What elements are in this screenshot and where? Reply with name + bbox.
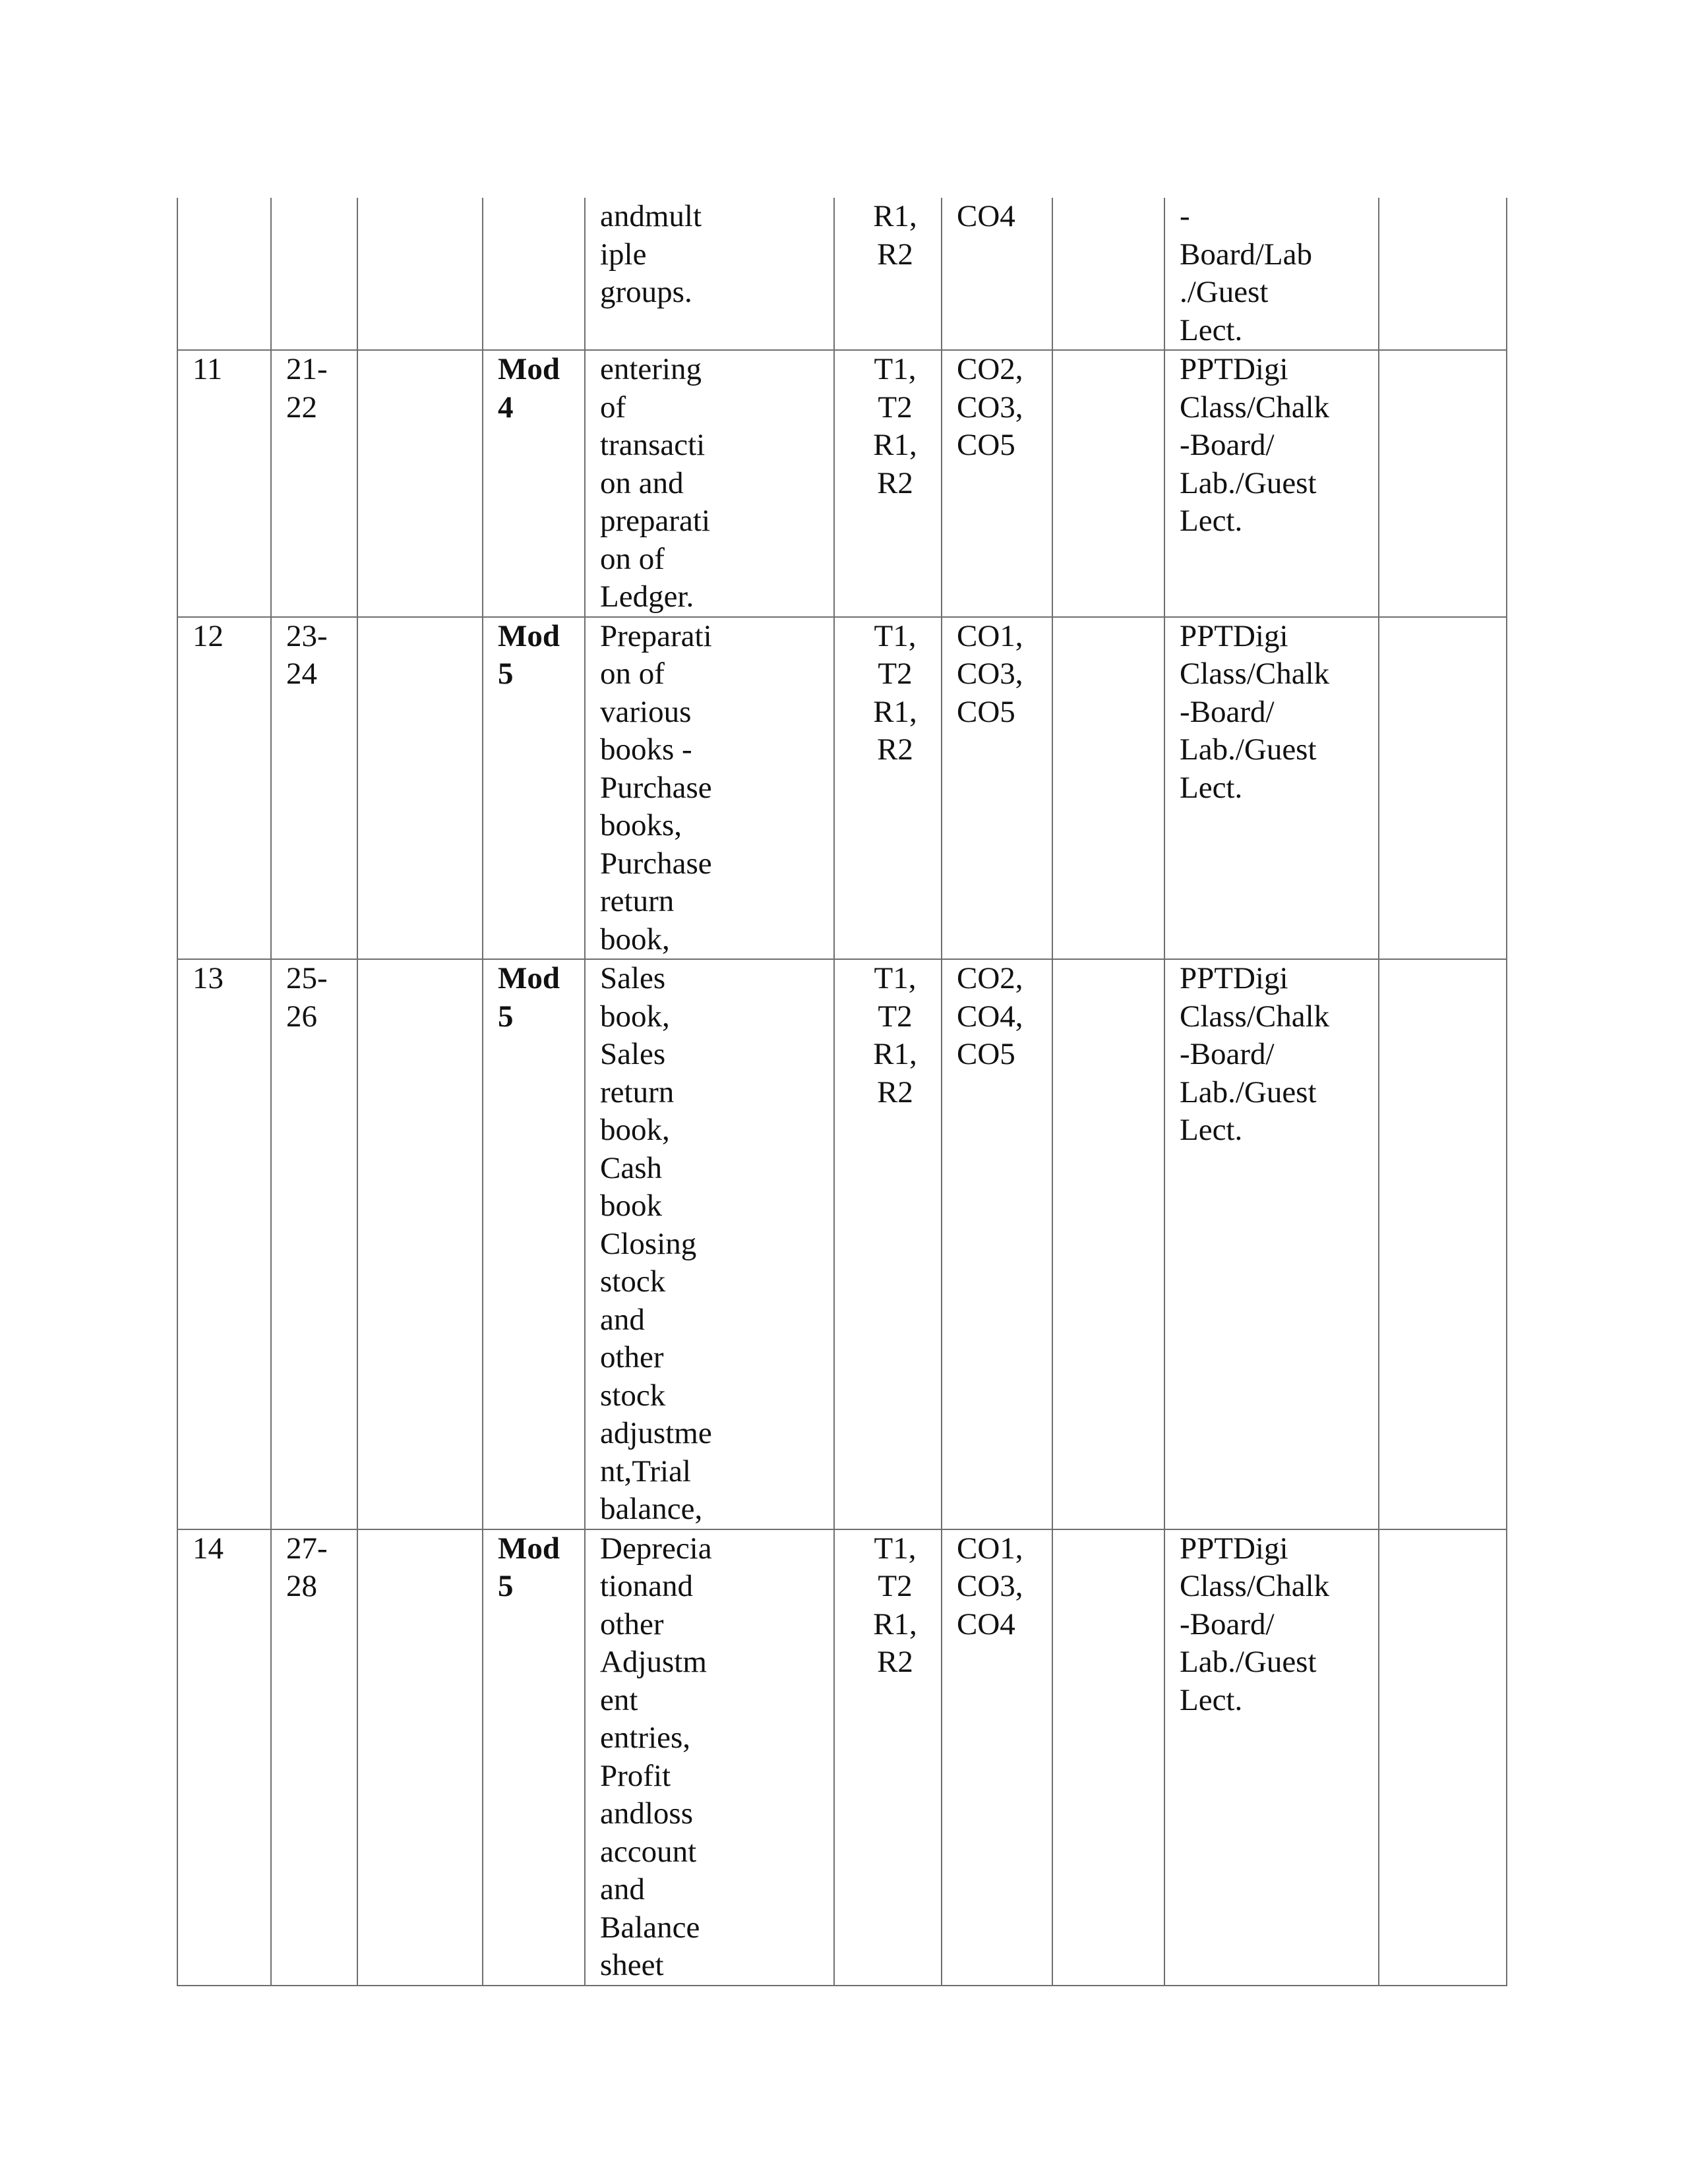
course-outcome-cell: CO1, CO3, CO4 bbox=[942, 1529, 1052, 1986]
teaching-method-cell: PPTDigi Class/Chalk -Board/ Lab./Guest Lect. bbox=[1164, 350, 1379, 617]
table-row bbox=[177, 198, 1507, 350]
extra-cell bbox=[1052, 959, 1164, 1529]
topic-text: entering of transacti on and preparati on of Ledger. bbox=[600, 352, 711, 614]
serial-cell: 12 bbox=[177, 617, 271, 960]
course-outcome-cell: CO1, CO3, CO5 bbox=[942, 617, 1052, 960]
topic-text: Sales book, Sales return book, Cash book Closing stock and other stock adjustme nt,Trial balance, bbox=[600, 961, 712, 1526]
topic-text: Preparati on of various books - Purchase books, Purchase return book, bbox=[600, 618, 712, 957]
module-cell: Mod 5 bbox=[483, 617, 585, 960]
lecture-cell bbox=[271, 198, 357, 350]
references-cell: T1, T2 R1, R2 bbox=[834, 617, 942, 960]
date-cell bbox=[357, 959, 483, 1529]
teaching-method-cell: PPTDigi Class/Chalk -Board/ Lab./Guest Lect. bbox=[1164, 617, 1379, 960]
references-cell: T1, T2 R1, R2 bbox=[834, 1529, 942, 1986]
serial-cell: 13 bbox=[177, 959, 271, 1529]
remarks-cell bbox=[1379, 198, 1507, 350]
table-row bbox=[177, 617, 1507, 960]
date-cell bbox=[357, 617, 483, 960]
course-outcome-cell: CO2, CO3, CO5 bbox=[942, 350, 1052, 617]
topic-cell bbox=[585, 617, 834, 960]
lecture-cell: 25- 26 bbox=[271, 959, 357, 1529]
module-cell: Mod 5 bbox=[483, 1529, 585, 1986]
topic-cell bbox=[585, 959, 834, 1529]
topic-cell bbox=[585, 1529, 834, 1986]
lecture-cell: 21- 22 bbox=[271, 350, 357, 617]
extra-cell bbox=[1052, 617, 1164, 960]
serial-cell bbox=[177, 198, 271, 350]
course-outcome-cell: CO4 bbox=[942, 198, 1052, 350]
module-cell bbox=[483, 198, 585, 350]
date-cell bbox=[357, 350, 483, 617]
topic-cell bbox=[585, 198, 834, 350]
topic-cell bbox=[585, 350, 834, 617]
topic-text: Deprecia tionand other Adjustm ent entries, Profit andloss account and Balance sheet bbox=[600, 1531, 712, 1982]
lesson-plan-table bbox=[177, 198, 1507, 1986]
teaching-method-cell: PPTDigi Class/Chalk -Board/ Lab./Guest Lect. bbox=[1164, 1529, 1379, 1986]
date-cell bbox=[357, 198, 483, 350]
lecture-cell: 27- 28 bbox=[271, 1529, 357, 1986]
table-row bbox=[177, 1529, 1507, 1986]
lecture-cell: 23- 24 bbox=[271, 617, 357, 960]
date-cell bbox=[357, 1529, 483, 1986]
teaching-method-cell: - Board/Lab ./Guest Lect. bbox=[1164, 198, 1379, 350]
remarks-cell bbox=[1379, 1529, 1507, 1986]
references-cell: T1, T2 R1, R2 bbox=[834, 350, 942, 617]
module-cell: Mod 5 bbox=[483, 959, 585, 1529]
course-outcome-cell: CO2, CO4, CO5 bbox=[942, 959, 1052, 1529]
serial-cell: 11 bbox=[177, 350, 271, 617]
remarks-cell bbox=[1379, 959, 1507, 1529]
serial-cell: 14 bbox=[177, 1529, 271, 1986]
table-row bbox=[177, 350, 1507, 617]
module-cell: Mod 4 bbox=[483, 350, 585, 617]
extra-cell bbox=[1052, 1529, 1164, 1986]
remarks-cell bbox=[1379, 617, 1507, 960]
topic-text: andmult iple groups. bbox=[600, 199, 702, 309]
references-cell: R1, R2 bbox=[834, 198, 942, 350]
remarks-cell bbox=[1379, 350, 1507, 617]
extra-cell bbox=[1052, 350, 1164, 617]
references-cell: T1, T2 R1, R2 bbox=[834, 959, 942, 1529]
teaching-method-cell: PPTDigi Class/Chalk -Board/ Lab./Guest Lect. bbox=[1164, 959, 1379, 1529]
extra-cell bbox=[1052, 198, 1164, 350]
table-row bbox=[177, 959, 1507, 1529]
